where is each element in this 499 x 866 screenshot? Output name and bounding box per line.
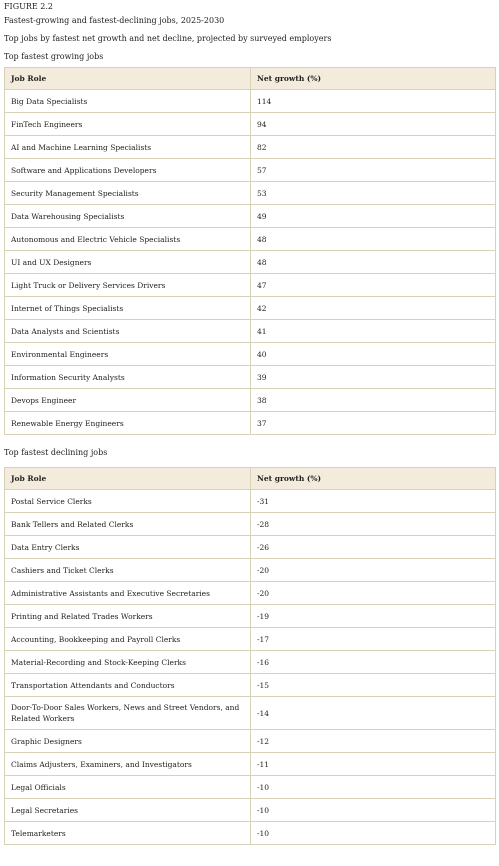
table-row xyxy=(5,730,496,753)
table-row xyxy=(5,113,496,136)
net-growth-cell: -20 xyxy=(251,582,496,605)
net-growth-cell: 41 xyxy=(251,320,496,343)
net-growth-cell: -19 xyxy=(251,605,496,628)
job-role-cell: Light Truck or Delivery Services Drivers xyxy=(5,274,251,297)
job-role-cell: Door-To-Door Sales Workers, News and Street Vendors, and Related Workers xyxy=(5,697,251,730)
table-row xyxy=(5,251,496,274)
table-row xyxy=(5,822,496,845)
job-role-cell: Graphic Designers xyxy=(5,730,251,753)
job-role-cell: Renewable Energy Engineers xyxy=(5,412,251,435)
job-role-cell: Data Entry Clerks xyxy=(5,536,251,559)
net-growth-cell: -20 xyxy=(251,559,496,582)
job-role-cell: Postal Service Clerks xyxy=(5,490,251,513)
declining-jobs-table-body xyxy=(5,490,496,845)
figure-label: FIGURE 2.2 xyxy=(4,2,53,11)
net-growth-cell: -14 xyxy=(251,697,496,730)
table-row xyxy=(5,582,496,605)
table-row xyxy=(5,320,496,343)
table-row xyxy=(5,366,496,389)
job-role-cell: AI and Machine Learning Specialists xyxy=(5,136,251,159)
net-growth-cell: 49 xyxy=(251,205,496,228)
net-growth-cell: 38 xyxy=(251,389,496,412)
table-row xyxy=(5,799,496,822)
growing-jobs-heading: Top fastest growing jobs xyxy=(4,52,104,61)
table-row xyxy=(5,753,496,776)
job-role-cell: Information Security Analysts xyxy=(5,366,251,389)
table-row xyxy=(5,412,496,435)
net-growth-cell: 114 xyxy=(251,90,496,113)
job-role-cell: UI and UX Designers xyxy=(5,251,251,274)
net-growth-cell: 53 xyxy=(251,182,496,205)
job-role-cell: Legal Officials xyxy=(5,776,251,799)
declining-jobs-table xyxy=(4,467,496,845)
table-row xyxy=(5,776,496,799)
job-role-cell: Data Analysts and Scientists xyxy=(5,320,251,343)
job-role-cell: Bank Tellers and Related Clerks xyxy=(5,513,251,536)
job-role-cell: Accounting, Bookkeeping and Payroll Clerks xyxy=(5,628,251,651)
net-growth-cell: 48 xyxy=(251,251,496,274)
net-growth-cell: -17 xyxy=(251,628,496,651)
table-row xyxy=(5,159,496,182)
growing-jobs-table-body xyxy=(5,90,496,435)
job-role-cell: Autonomous and Electric Vehicle Specialists xyxy=(5,228,251,251)
net-growth-cell: -10 xyxy=(251,822,496,845)
net-growth-cell: -31 xyxy=(251,490,496,513)
table-row xyxy=(5,536,496,559)
table-header-row xyxy=(5,68,496,90)
table-row xyxy=(5,90,496,113)
job-role-cell: Devops Engineer xyxy=(5,389,251,412)
table-row xyxy=(5,274,496,297)
net-growth-cell: -28 xyxy=(251,513,496,536)
job-role-cell: Printing and Related Trades Workers xyxy=(5,605,251,628)
table-row xyxy=(5,628,496,651)
net-growth-cell: 37 xyxy=(251,412,496,435)
column-header-job-role: Job Role xyxy=(5,468,251,490)
job-role-cell: Material-Recording and Stock-Keeping Clerks xyxy=(5,651,251,674)
table-row xyxy=(5,205,496,228)
column-header-net-growth: Net growth (%) xyxy=(251,468,496,490)
table-row xyxy=(5,674,496,697)
declining-jobs-heading: Top fastest declining jobs xyxy=(4,448,108,457)
net-growth-cell: -15 xyxy=(251,674,496,697)
figure-subtitle: Top jobs by fastest net growth and net decline, projected by surveyed employers xyxy=(4,34,332,43)
net-growth-cell: 57 xyxy=(251,159,496,182)
net-growth-cell: -26 xyxy=(251,536,496,559)
growing-jobs-table xyxy=(4,67,496,435)
job-role-cell: Legal Secretaries xyxy=(5,799,251,822)
net-growth-cell: 42 xyxy=(251,297,496,320)
job-role-cell: Data Warehousing Specialists xyxy=(5,205,251,228)
net-growth-cell: -10 xyxy=(251,799,496,822)
column-header-net-growth: Net growth (%) xyxy=(251,68,496,90)
job-role-cell: Environmental Engineers xyxy=(5,343,251,366)
job-role-cell: Claims Adjusters, Examiners, and Investigators xyxy=(5,753,251,776)
net-growth-cell: 39 xyxy=(251,366,496,389)
net-growth-cell: -11 xyxy=(251,753,496,776)
job-role-cell: Security Management Specialists xyxy=(5,182,251,205)
net-growth-cell: 94 xyxy=(251,113,496,136)
net-growth-cell: -12 xyxy=(251,730,496,753)
net-growth-cell: 40 xyxy=(251,343,496,366)
job-role-cell: Big Data Specialists xyxy=(5,90,251,113)
table-row xyxy=(5,228,496,251)
table-row xyxy=(5,605,496,628)
job-role-cell: Internet of Things Specialists xyxy=(5,297,251,320)
job-role-cell: FinTech Engineers xyxy=(5,113,251,136)
net-growth-cell: 48 xyxy=(251,228,496,251)
job-role-cell: Transportation Attendants and Conductors xyxy=(5,674,251,697)
table-row xyxy=(5,297,496,320)
job-role-cell: Cashiers and Ticket Clerks xyxy=(5,559,251,582)
table-row xyxy=(5,136,496,159)
table-row xyxy=(5,697,496,730)
table-row xyxy=(5,651,496,674)
table-row xyxy=(5,513,496,536)
net-growth-cell: -10 xyxy=(251,776,496,799)
column-header-job-role: Job Role xyxy=(5,68,251,90)
job-role-cell: Software and Applications Developers xyxy=(5,159,251,182)
table-row xyxy=(5,389,496,412)
table-row xyxy=(5,559,496,582)
net-growth-cell: -16 xyxy=(251,651,496,674)
job-role-cell: Telemarketers xyxy=(5,822,251,845)
job-role-cell: Administrative Assistants and Executive Secretaries xyxy=(5,582,251,605)
net-growth-cell: 47 xyxy=(251,274,496,297)
table-header-row xyxy=(5,468,496,490)
net-growth-cell: 82 xyxy=(251,136,496,159)
figure-title: Fastest-growing and fastest-declining jobs, 2025-2030 xyxy=(4,16,225,25)
table-row xyxy=(5,182,496,205)
table-row xyxy=(5,343,496,366)
table-row xyxy=(5,490,496,513)
